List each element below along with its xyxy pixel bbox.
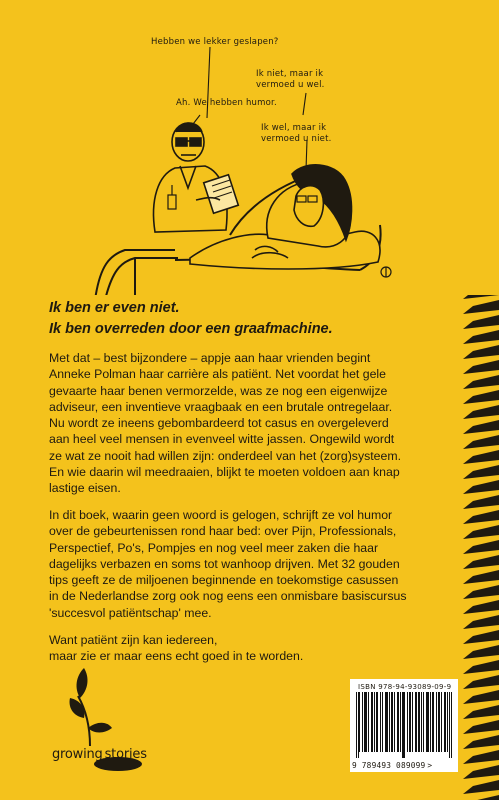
tread-mark	[463, 645, 499, 659]
tread-mark	[463, 540, 499, 554]
tread-mark	[463, 480, 499, 494]
tread-mark	[463, 795, 499, 800]
speech-bubble-doctor-question: Hebben we lekker geslapen?	[151, 37, 279, 47]
barcode-bar	[392, 692, 393, 752]
barcode-bar	[412, 692, 413, 752]
tread-mark	[463, 360, 499, 374]
barcode-bar	[418, 692, 419, 752]
tread-mark	[463, 570, 499, 584]
barcode-bar	[362, 692, 363, 752]
barcode-bar	[382, 692, 383, 752]
barcode-bar	[402, 692, 403, 758]
barcode-bars	[356, 692, 452, 758]
barcode-bar	[415, 692, 416, 752]
barcode-bar	[409, 692, 410, 752]
barcode-bar	[380, 692, 381, 752]
barcode-bar	[385, 692, 386, 752]
speech-bubble-patient-second: Ik wel, maar ik vermoed u niet.	[261, 123, 332, 144]
tread-mark	[463, 705, 499, 719]
tread-mark	[463, 345, 499, 359]
barcode-bar	[359, 692, 360, 752]
barcode-bar	[410, 692, 411, 752]
barcode-bar	[432, 692, 433, 752]
barcode-bar	[371, 692, 372, 752]
barcode-bar	[426, 692, 427, 752]
barcode-digits: 9 789493 089099 >	[352, 761, 433, 770]
barcode-bar	[387, 692, 388, 752]
barcode-bar	[400, 692, 401, 752]
barcode-bar	[436, 692, 437, 752]
back-cover-headline	[49, 298, 479, 340]
isbn-label: ISBN 978-94-93089-09-9	[358, 683, 452, 691]
barcode-bar	[447, 692, 448, 752]
barcode-bar	[438, 692, 439, 752]
barcode-bar	[419, 692, 420, 752]
barcode-bar	[441, 692, 442, 752]
tread-mark	[463, 435, 499, 449]
barcode-bar	[365, 692, 366, 752]
barcode-bar	[366, 692, 367, 752]
tread-mark	[463, 600, 499, 614]
barcode-bar	[421, 692, 422, 752]
barcode-bar	[374, 692, 375, 752]
barcode-bar	[445, 692, 446, 752]
barcode-bar	[416, 692, 417, 752]
doctor	[154, 123, 239, 232]
tread-mark	[463, 295, 499, 299]
tread-mark	[463, 675, 499, 689]
headline-line-1: Ik ben er even niet.	[49, 300, 180, 316]
tread-mark	[463, 585, 499, 599]
tread-mark	[463, 615, 499, 629]
blurb-paragraph-1: Met dat – best bijzondere – appje aan haar vrienden begint Anneke Polman haar carrière als patiënt. Net voordat het gele gevaarte haar benen vermorzelde, was ze nog een eigenwijze adviseur, een inventieve vraagbaak en een brutale ontregelaar. Nu wordt ze ineens gebombardeerd tot casus en overgeleverd aan heel veel mensen in evenveel witte jassen. Ongewild wordt ze wat ze nooit had willen zijn: onderdeel van het (zorg)systeem. En wie daarin wil meedraaien, blijkt te moeten voldoen aan knap lastige eisen.	[49, 351, 402, 496]
barcode-bar	[391, 692, 392, 752]
barcode-bar	[430, 692, 431, 752]
barcode-bar	[398, 692, 399, 752]
tread-mark	[463, 510, 499, 524]
tread-mark	[463, 330, 499, 344]
tread-mark	[463, 465, 499, 479]
barcode-bar	[427, 692, 428, 752]
tread-mark	[463, 750, 499, 764]
barcode-bar	[386, 692, 387, 752]
tread-mark	[463, 450, 499, 464]
isbn-barcode	[350, 679, 458, 772]
barcode-bar	[433, 692, 434, 752]
blurb-paragraph-2: In dit boek, waarin geen woord is gelogen, schrijft ze vol humor over de gebeurtenissen rond haar bed: over Pijn, Professionals, Perspectief, Po's, Pompjes en nog veel meer zaken die haar dagelijks verbazen en soms tot wanhoop drijven. Met 32 gouden tips geeft ze de miljoenen beginnende en toekomstige casussen in de Nederlandse zorg ook nog eens een onmisbare basiscursus 'succesvol patiëntschap' mee.	[49, 508, 407, 620]
tread-mark	[463, 315, 499, 329]
barcode-bar	[377, 692, 378, 752]
tread-mark	[463, 765, 499, 779]
barcode-bar	[389, 692, 390, 752]
barcode-bar	[423, 692, 424, 752]
tread-mark	[463, 375, 499, 389]
tread-mark	[463, 690, 499, 704]
barcode-bar	[394, 692, 395, 752]
tread-mark	[463, 630, 499, 644]
barcode-bar	[364, 692, 365, 752]
barcode-bar	[439, 692, 440, 752]
artist-signature-mark	[381, 267, 391, 277]
barcode-bar	[356, 692, 357, 758]
barcode-bar	[451, 692, 452, 758]
barcode-bar	[358, 692, 359, 758]
barcode-bar	[407, 692, 408, 752]
tread-mark	[463, 735, 499, 749]
tread-mark	[463, 780, 499, 794]
tread-mark	[463, 390, 499, 404]
tread-mark	[463, 420, 499, 434]
speech-bubble-doctor-humor: Ah. We hebben humor.	[176, 98, 277, 108]
tread-mark	[463, 555, 499, 569]
blurb-paragraph-3: Want patiënt zijn kan iedereen, maar zie er maar eens echt goed in te worden.	[49, 633, 304, 664]
barcode-bar	[368, 692, 369, 752]
publisher-name: growing stories	[52, 747, 147, 762]
tread-mark	[463, 660, 499, 674]
barcode-bar	[449, 692, 450, 758]
speech-bubble-patient-reply: Ik niet, maar ik vermoed u wel.	[256, 69, 325, 90]
headline-line-2: Ik ben overreden door een graafmachine.	[49, 321, 333, 337]
barcode-bar	[372, 692, 373, 752]
tread-mark	[463, 300, 499, 314]
barcode-bar	[403, 692, 404, 758]
barcode-bar	[397, 692, 398, 752]
barcode-bar	[428, 692, 429, 752]
barcode-bar	[376, 692, 377, 752]
tread-mark	[463, 405, 499, 419]
tread-mark	[463, 495, 499, 509]
barcode-bar	[444, 692, 445, 752]
tread-mark	[463, 720, 499, 734]
barcode-bar	[404, 692, 405, 758]
tire-track-decoration	[453, 295, 499, 800]
tread-mark	[463, 525, 499, 539]
